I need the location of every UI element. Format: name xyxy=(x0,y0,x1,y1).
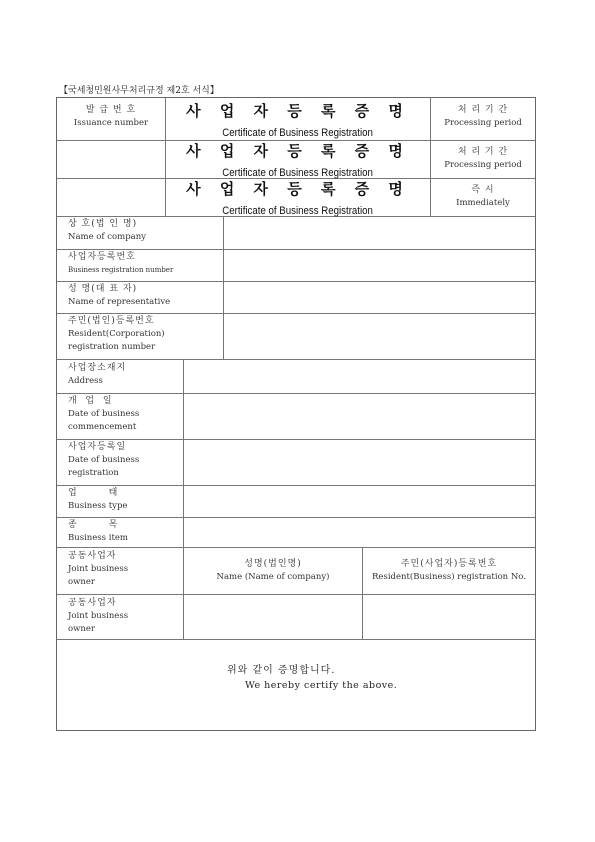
business-type-value[interactable] xyxy=(184,486,535,517)
immediately-ko: 즉 시 xyxy=(471,185,495,195)
divider xyxy=(57,639,535,640)
title-ko: 사 업 자 등 록 증 명 xyxy=(186,180,410,198)
commencement-date-label xyxy=(57,395,183,434)
business-item-en: Business item xyxy=(68,533,128,543)
joint-owner-en: Joint business xyxy=(68,564,129,574)
joint-name-ko: 성명(법인명) xyxy=(244,559,302,569)
joint-owner-name-value[interactable] xyxy=(184,595,362,639)
certify-ko: 위와 같이 증명합니다. xyxy=(227,665,336,676)
joint-owner-label xyxy=(57,550,183,589)
company-name-label xyxy=(57,218,223,244)
registration-date-label xyxy=(57,441,183,480)
processing-period-en: Processing period xyxy=(444,160,522,170)
business-item-value[interactable] xyxy=(184,518,535,547)
company-name-en: Name of company xyxy=(68,232,146,242)
resident-registration-label xyxy=(57,315,223,354)
representative-value[interactable] xyxy=(224,282,535,313)
document-title xyxy=(166,101,430,140)
registration-date-ko: 사업자등록일 xyxy=(68,442,127,452)
form-number-label: 【국세청민원사무처리규정 제2호 서식】 xyxy=(59,86,219,96)
joint-owner-label xyxy=(57,597,183,636)
resident-ko: 주민(법인)등록번호 xyxy=(68,316,155,326)
representative-en: Name of representative xyxy=(68,297,171,307)
representative-ko: 성 명(대 표 자) xyxy=(68,284,138,294)
company-name-value[interactable] xyxy=(224,217,535,249)
divider xyxy=(57,547,535,548)
title-ko: 사 업 자 등 록 증 명 xyxy=(186,142,410,160)
processing-immediately xyxy=(431,184,535,210)
issuance-number-en: Issuance number xyxy=(73,118,149,128)
joint-owner-name-header xyxy=(184,558,362,584)
processing-period-en: Processing period xyxy=(444,118,522,128)
joint-owner-en: owner xyxy=(68,624,95,634)
commencement-en: Date of business xyxy=(68,409,140,419)
joint-owner-registration-header xyxy=(363,558,535,584)
brn-ko: 사업자등록번호 xyxy=(68,252,136,262)
processing-period-ko: 처 리 기 간 xyxy=(457,105,509,115)
processing-period-label xyxy=(431,146,535,172)
issuance-number-label xyxy=(57,104,165,130)
certification-statement xyxy=(57,664,535,693)
commencement-en: commencement xyxy=(68,422,137,432)
business-type-label xyxy=(57,487,183,513)
certify-en: We hereby certify the above. xyxy=(245,680,398,691)
document-title xyxy=(166,141,430,180)
address-en: Address xyxy=(68,376,103,386)
business-type-en: Business type xyxy=(68,501,128,511)
registration-date-en: registration xyxy=(68,468,119,478)
registration-date-value[interactable] xyxy=(184,440,535,485)
brn-en: Business registration number xyxy=(68,266,174,274)
resident-en: Resident(Corporation) xyxy=(68,329,165,339)
representative-label xyxy=(57,283,223,309)
joint-owner-registration-value[interactable] xyxy=(363,595,535,639)
joint-owner-ko: 공동사업자 xyxy=(68,551,117,561)
registration-date-en: Date of business xyxy=(68,455,140,465)
business-type-ko: 업 태 xyxy=(68,488,119,498)
document-title xyxy=(166,179,430,218)
title-en: Certificate of Business Registration xyxy=(222,205,374,217)
address-ko: 사업장소재지 xyxy=(68,363,127,373)
title-ko: 사 업 자 등 록 증 명 xyxy=(186,102,410,120)
business-item-label xyxy=(57,519,183,545)
joint-owner-en: Joint business xyxy=(68,611,129,621)
commencement-ko: 개 업 일 xyxy=(68,396,113,406)
title-en: Certificate of Business Registration xyxy=(222,167,374,179)
address-label xyxy=(57,362,183,388)
joint-reg-ko: 주민(사업자)등록번호 xyxy=(400,559,498,569)
processing-period-label xyxy=(431,104,535,130)
immediately-en: Immediately xyxy=(456,198,510,208)
company-name-ko: 상 호(법 인 명) xyxy=(68,219,138,229)
joint-owner-ko: 공동사업자 xyxy=(68,598,117,608)
processing-period-ko: 처 리 기 간 xyxy=(457,147,509,157)
commencement-date-value[interactable] xyxy=(184,394,535,439)
joint-owner-en: owner xyxy=(68,577,95,587)
title-en: Certificate of Business Registration xyxy=(222,127,374,139)
joint-reg-en: Resident(Business) registration No. xyxy=(372,572,526,582)
resident-en: registration number xyxy=(68,342,156,352)
address-value[interactable] xyxy=(184,360,535,393)
certificate-form xyxy=(56,97,536,731)
issuance-number-ko: 발 급 번 호 xyxy=(85,105,137,115)
business-registration-number-label xyxy=(57,251,223,276)
business-item-ko: 종 목 xyxy=(68,520,119,530)
business-registration-number-value[interactable] xyxy=(224,250,535,281)
resident-registration-value[interactable] xyxy=(224,314,535,359)
joint-name-en: Name (Name of company) xyxy=(216,572,330,582)
